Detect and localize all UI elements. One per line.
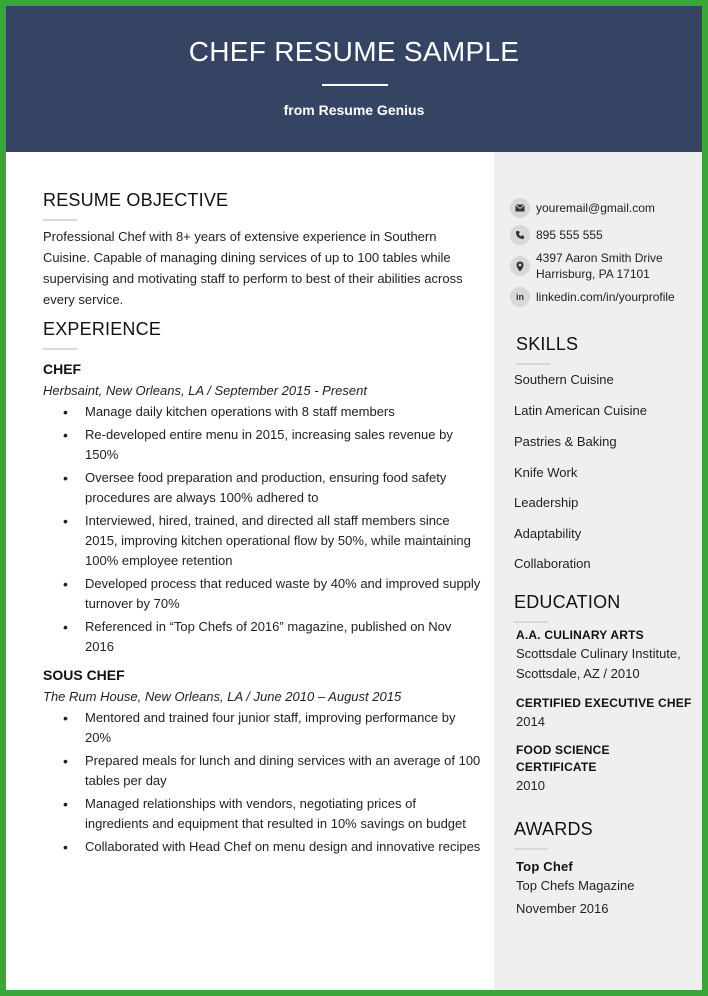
education-item [516,743,696,796]
header-divider [322,84,388,86]
education-detail: Scottsdale, AZ / 2010 [516,666,640,681]
linkedin-text: linkedin.com/in/yourprofile [536,290,675,304]
phone-icon [510,225,530,245]
education-heading: EDUCATION [514,592,621,612]
list-item: • Collaborated with Head Chef on menu design and innovative recipes [43,837,483,857]
section-divider [514,621,548,623]
job-meta: Herbsaint, New Orleans, LA / September 2015 - Present [43,383,367,398]
phone-text: 895 555 555 [536,228,603,242]
award-name: Top Chef [516,859,573,874]
list-item: • Interviewed, hired, trained, and directed all staff members since 2015, improving kitchen operational flow by 50%, while maintaining 100% employee retention [43,511,483,571]
education-name: FOOD SCIENCE [516,743,610,757]
job-meta: The Rum House, New Orleans, LA / June 2010 – August 2015 [43,689,402,704]
job-bullets [43,708,483,857]
mail-icon [510,198,530,218]
resume-title: CHEF RESUME SAMPLE [188,36,520,67]
skill-item: Adaptability [514,526,582,541]
list-item: • Re-developed entire menu in 2015, increasing sales revenue by 150% [43,425,483,465]
linkedin-icon: in [510,287,530,307]
job-title: CHEF [43,361,82,377]
contact-phone [510,225,603,245]
list-item: • Developed process that reduced waste by 40% and improved supply turnover by 70% [43,574,483,614]
skills-section [516,334,578,365]
skill-item: Pastries & Baking [514,434,617,449]
award-source: Top Chefs Magazine [516,878,635,893]
job-bullets [43,402,483,657]
education-name: CERTIFIED EXECUTIVE CHEF [516,696,692,710]
experience-section [43,319,483,860]
skill-item: Leadership [514,495,579,510]
list-item: • Manage daily kitchen operations with 8 staff members [43,402,483,422]
section-divider [43,348,77,350]
resume-page [6,6,702,990]
resume-header [6,6,702,152]
skill-item: Latin American Cuisine [514,403,647,418]
education-section [514,592,620,623]
job-title: SOUS CHEF [43,667,125,683]
education-detail: 2010 [516,778,545,793]
location-pin-icon [510,256,530,276]
list-item: • Referenced in “Top Chefs of 2016” magazine, published on Nov 2016 [43,617,483,657]
job-entry [43,361,483,657]
job-entry [43,667,483,857]
award-item [516,859,696,919]
education-item [516,696,696,732]
resume-subtitle: from Resume Genius [283,102,425,118]
section-divider [516,363,550,365]
sidebar [494,152,702,990]
address-line-1: 4397 Aaron Smith Drive [536,251,663,265]
awards-section [514,819,593,850]
contact-email [510,198,655,218]
education-name: CERTIFICATE [516,760,597,774]
address-line-2: Harrisburg, PA 17101 [536,267,650,281]
list-item: • Oversee food preparation and production, ensuring food safety procedures are always 100% adhered to [43,468,483,508]
list-item: • Mentored and trained four junior staff, improving performance by 20% [43,708,483,748]
awards-heading: AWARDS [514,819,593,839]
award-date: November 2016 [516,901,609,916]
skill-item: Collaboration [514,556,591,571]
skill-item: Southern Cuisine [514,372,614,387]
education-detail: Scottsdale Culinary Institute, [516,646,681,661]
objective-text: Professional Chef with 8+ years of extensive experience in Southern Cuisine. Capable of managing dining services of up to 100 tables while supervising and motivating staff to perform to best of their abilities across every service. [43,229,463,307]
address-block [536,250,663,282]
email-text: youremail@gmail.com [536,201,655,215]
education-detail: 2014 [516,714,545,729]
contact-address [510,250,663,282]
list-item: • Managed relationships with vendors, negotiating prices of ingredients and equipment that resulted in 10% savings on budget [43,794,483,834]
objective-section [43,190,483,310]
skills-heading: SKILLS [516,334,579,354]
section-divider [43,219,77,221]
contact-linkedin [510,287,675,307]
experience-heading: EXPERIENCE [43,319,162,339]
skill-item: Knife Work [514,465,578,480]
objective-heading: RESUME OBJECTIVE [43,190,229,210]
section-divider [514,848,548,850]
education-name: A.A. CULINARY ARTS [516,628,644,642]
education-item [516,628,696,684]
list-item: • Prepared meals for lunch and dining services with an average of 100 tables per day [43,751,483,791]
